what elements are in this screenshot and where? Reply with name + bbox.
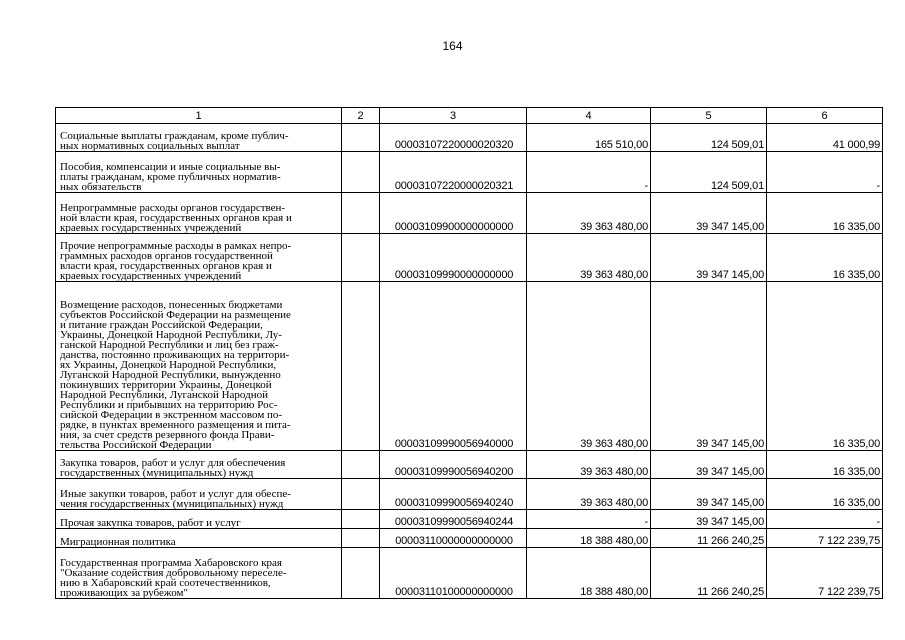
column-header: 2 — [342, 108, 380, 124]
table-body — [56, 124, 883, 599]
row-amount-col5: 39 347 145,00 — [651, 282, 767, 451]
row-name: Иные закупки товаров, работ и услуг для обеспе- чения государственных (муниципальных) нужд — [56, 479, 342, 510]
row-name: Возмещение расходов, понесенных бюджетами субъектов Российской Федерации на размещение и питание граждан Российской Федерации, Украины, Донецкой Народной Республики, Лу- ганской Народной Республики и лиц без граж- данства, постоянно проживающих на территори- ях Украины, Донецкой Народной Республики, Луганской Народной Республики, вынужденно покинувших территории Украины, Донецкой Народной Республики, Луганской Народной Республики и прибывших на территорию Рос- сийской Федерации в экстренном массовом по- рядке, в пунктах временного размещения и пита- ния, за счет средств резервного фонда Прави- тельства Российской Федерации — [56, 282, 342, 451]
row-amount-col5: 39 347 145,00 — [651, 234, 767, 282]
row-col2 — [342, 152, 380, 193]
row-amount-col4: 18 388 480,00 — [527, 548, 651, 599]
row-col2 — [342, 193, 380, 234]
row-amount-col5: 124 509,01 — [651, 152, 767, 193]
row-amount-col4: 18 388 480,00 — [527, 529, 651, 548]
row-amount-col5: 39 347 145,00 — [651, 193, 767, 234]
row-amount-col4: 39 363 480,00 — [527, 282, 651, 451]
row-name: Миграционная политика — [56, 529, 342, 548]
column-header: 3 — [380, 108, 527, 124]
row-name: Прочие непрограммные расходы в рамках непро- граммных расходов органов государственной власти края, государственных органов края и краевых государственных учреждений — [56, 234, 342, 282]
row-col2 — [342, 451, 380, 479]
row-col2 — [342, 479, 380, 510]
row-amount-col6: 16 335,00 — [767, 282, 883, 451]
row-code: 00003109900000000000 — [380, 193, 527, 234]
column-header: 6 — [767, 108, 883, 124]
row-amount-col5: 11 266 240,25 — [651, 548, 767, 599]
table-header-row — [56, 108, 883, 124]
row-amount-col4: 39 363 480,00 — [527, 451, 651, 479]
column-header: 4 — [527, 108, 651, 124]
row-amount-col6: 41 000,99 — [767, 124, 883, 152]
table-row — [56, 282, 883, 451]
row-code: 00003110000000000000 — [380, 529, 527, 548]
row-amount-col4: 165 510,00 — [527, 124, 651, 152]
budget-table — [55, 107, 883, 599]
row-code: 00003109990056940240 — [380, 479, 527, 510]
column-header: 5 — [651, 108, 767, 124]
row-code: 00003110100000000000 — [380, 548, 527, 599]
row-col2 — [342, 234, 380, 282]
row-amount-col5: 39 347 145,00 — [651, 510, 767, 529]
row-amount-col6: 16 335,00 — [767, 234, 883, 282]
row-col2 — [342, 124, 380, 152]
table-row — [56, 548, 883, 599]
row-code: 00003109990056940200 — [380, 451, 527, 479]
table-row — [56, 529, 883, 548]
row-col2 — [342, 282, 380, 451]
row-col2 — [342, 510, 380, 529]
row-code: 00003107220000020320 — [380, 124, 527, 152]
row-amount-col5: 39 347 145,00 — [651, 479, 767, 510]
row-code: 00003109990056940000 — [380, 282, 527, 451]
row-amount-col5: 39 347 145,00 — [651, 451, 767, 479]
table-row — [56, 193, 883, 234]
row-name: Непрограммные расходы органов государствен- ной власти края, государственных органов края и краевых государственных учреждений — [56, 193, 342, 234]
table-row — [56, 510, 883, 529]
row-name: Государственная программа Хабаровского края "Оказание содействия добровольному переселе- нию в Хабаровский край соотечественников, проживающих за рубежом" — [56, 548, 342, 599]
row-name: Закупка товаров, работ и услуг для обеспечения государственных (муниципальных) нужд — [56, 451, 342, 479]
row-amount-col4: 39 363 480,00 — [527, 193, 651, 234]
row-amount-col5: 124 509,01 — [651, 124, 767, 152]
row-name: Пособия, компенсации и иные социальные вы- платы гражданам, кроме публичных норматив- ных обязательств — [56, 152, 342, 193]
row-amount-col6: 16 335,00 — [767, 193, 883, 234]
table-row — [56, 451, 883, 479]
row-amount-col6: - — [767, 510, 883, 529]
row-name: Прочая закупка товаров, работ и услуг — [56, 510, 342, 529]
table-row — [56, 124, 883, 152]
row-amount-col6: 7 122 239,75 — [767, 529, 883, 548]
table-row — [56, 479, 883, 510]
page-number: 164 — [442, 39, 463, 53]
table-row — [56, 234, 883, 282]
row-amount-col6: 16 335,00 — [767, 479, 883, 510]
row-amount-col4: 39 363 480,00 — [527, 234, 651, 282]
column-header: 1 — [56, 108, 342, 124]
row-code: 00003109990000000000 — [380, 234, 527, 282]
row-code: 00003109990056940244 — [380, 510, 527, 529]
row-amount-col5: 11 266 240,25 — [651, 529, 767, 548]
row-amount-col4: - — [527, 152, 651, 193]
row-amount-col6: - — [767, 152, 883, 193]
row-amount-col4: 39 363 480,00 — [527, 479, 651, 510]
row-col2 — [342, 529, 380, 548]
row-code: 00003107220000020321 — [380, 152, 527, 193]
row-col2 — [342, 548, 380, 599]
table-row — [56, 152, 883, 193]
row-amount-col4: - — [527, 510, 651, 529]
row-amount-col6: 7 122 239,75 — [767, 548, 883, 599]
row-amount-col6: 16 335,00 — [767, 451, 883, 479]
row-name: Социальные выплаты гражданам, кроме публич- ных нормативных социальных выплат — [56, 124, 342, 152]
